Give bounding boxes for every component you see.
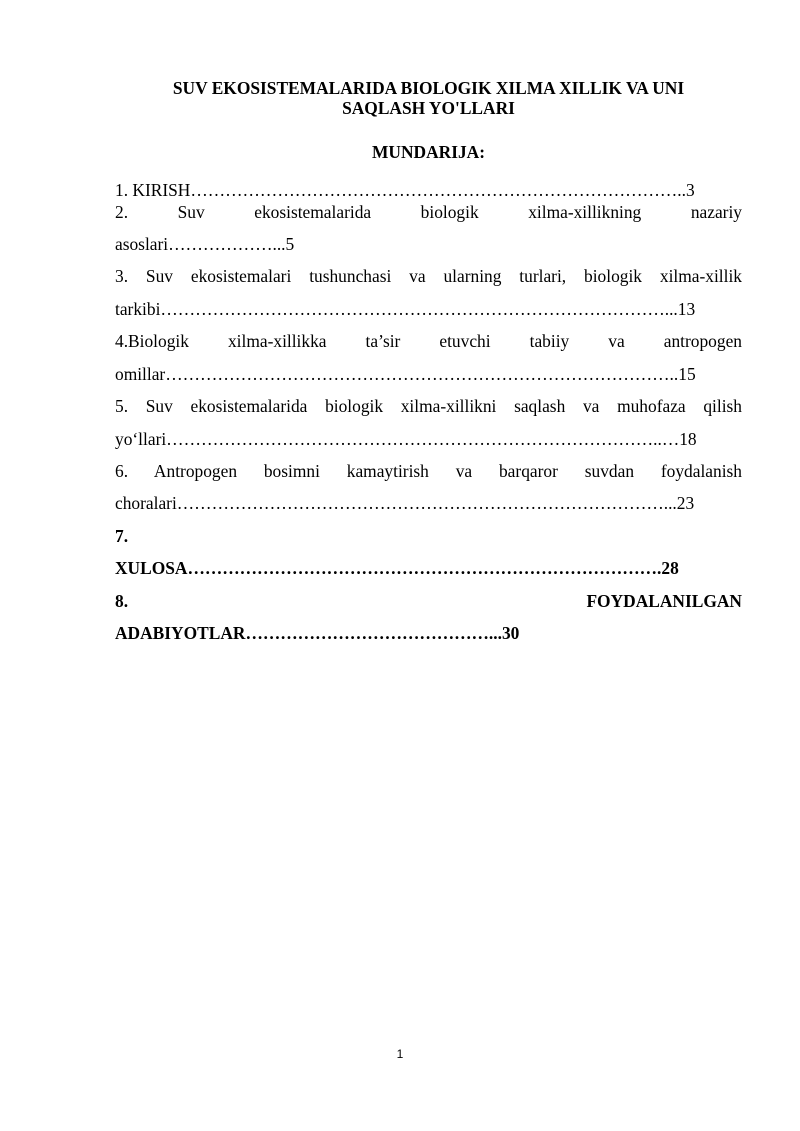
- toc-entry-7-line-2: XULOSA……………………………………………………………………….28: [115, 558, 679, 578]
- toc-heading: MUNDARIJA:: [371, 142, 486, 162]
- toc-entry-2-line-1: 2. Suv ekosistemalarida biologik xilma-xillikning nazariy: [115, 202, 742, 222]
- toc-entry-6-line-1: 6. Antropogen bosimni kamaytirish va barqaror suvdan foydalanish: [115, 461, 742, 481]
- toc-entry-4-line-1: 4.Biologik xilma-xillikka ta’sir etuvchi tabiiy va antropogen: [115, 331, 742, 351]
- toc-entry-7-line-1: 7.: [115, 526, 129, 546]
- toc-entry-8-line-2: ADABIYOTLAR……………………………………...30: [115, 623, 520, 643]
- toc-entry-5-line-2: yo‘llari…………………………………………………………………………..…18: [115, 429, 697, 449]
- toc-entry-4-line-2: omillar……………………………………………………………………………..15: [115, 364, 696, 384]
- toc-entry-5-line-1: 5. Suv ekosistemalarida biologik xilma-xillikni saqlash va muhofaza qilish: [115, 396, 742, 416]
- document-title: [115, 78, 742, 118]
- toc-entry-2-line-2: asoslari………………...5: [115, 234, 295, 254]
- toc-entry-3-line-2: tarkibi……………………………………………………………………………...13: [115, 299, 696, 319]
- toc-entry-1: 1. KIRISH…………………………………………………………………………..3: [115, 180, 695, 200]
- toc-entry-3-line-1: 3. Suv ekosistemalari tushunchasi va ularning turlari, biologik xilma-xillik: [115, 266, 742, 286]
- title-line-2: SAQLASH YO'LLARI: [342, 98, 515, 118]
- toc-entry-6-line-2: choralari…………………………………………………………………………...23: [115, 493, 695, 513]
- toc-entry-8-line-1: 8. FOYDALANILGAN: [115, 591, 742, 611]
- title-line-1: SUV EKOSISTEMALARIDA BIOLOGIK XILMA XILLIK VA UNI: [172, 78, 685, 98]
- page-number: 1: [396, 1047, 404, 1061]
